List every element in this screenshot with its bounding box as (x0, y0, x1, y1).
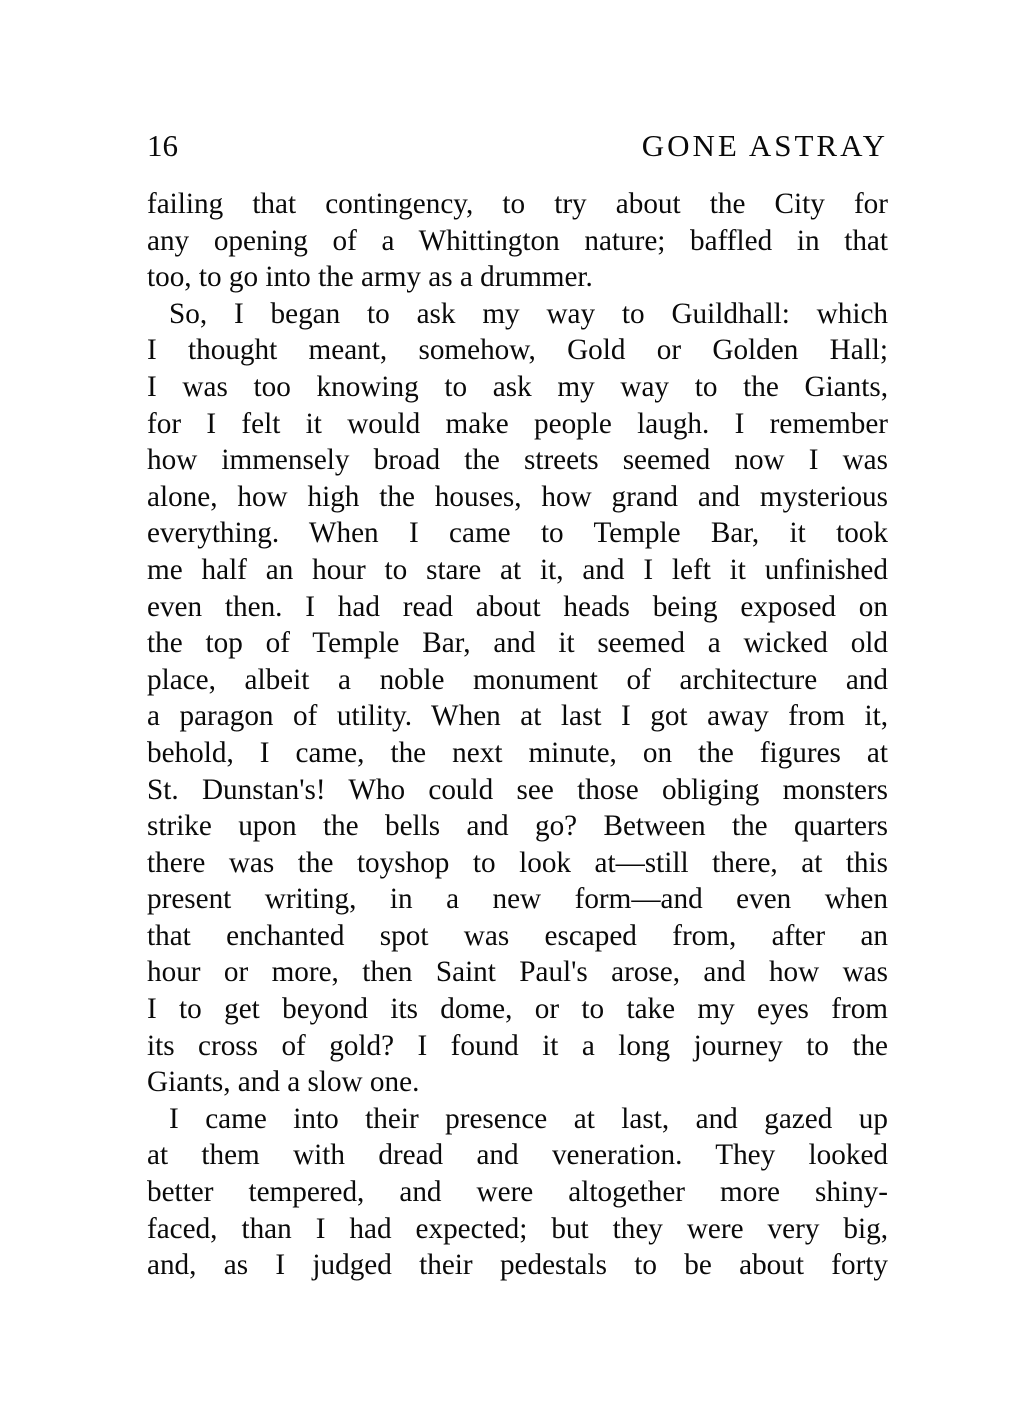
text-line: Giants, and a slow one. (147, 1066, 420, 1099)
text-line: strike upon the bells and go? Between the quarters (147, 810, 888, 843)
running-head (147, 128, 888, 172)
text-line: failing that contingency, to try about the City for (147, 188, 888, 220)
text-line: there was the toyshop to look at—still there, at this (147, 846, 888, 879)
text-line: faced, than I had expected; but they were very big, (147, 1212, 888, 1245)
page-number: 16 (147, 128, 178, 163)
paragraph-3 (147, 1101, 888, 1284)
text-line: the top of Temple Bar, and it seemed a wicked old (147, 627, 888, 660)
text-line: alone, how high the houses, how grand and mysterious (147, 480, 888, 513)
text-line: even then. I had read about heads being exposed on (147, 590, 888, 623)
text-line: place, albeit a noble monument of architecture and (147, 663, 888, 696)
body-text (147, 186, 888, 1284)
running-title: GONE ASTRAY (641, 128, 888, 163)
text-line: I thought meant, somehow, Gold or Golden Hall; (147, 334, 888, 367)
book-page (147, 128, 888, 1284)
text-line: I was too knowing to ask my way to the Giants, (147, 370, 888, 403)
text-line: So, I began to ask my way to Guildhall: which (169, 297, 888, 330)
text-line: me half an hour to stare at it, and I left it unfinished (147, 553, 888, 586)
text-line: at them with dread and veneration. They looked (147, 1139, 888, 1172)
text-line: St. Dunstan's! Who could see those obliging monsters (147, 773, 888, 806)
text-line: behold, I came, the next minute, on the figures at (147, 736, 888, 769)
text-line: everything. When I came to Temple Bar, it took (147, 517, 888, 550)
text-line: I came into their presence at last, and gazed up (169, 1102, 888, 1135)
text-line: present writing, in a new form—and even when (147, 883, 888, 916)
paragraph-2 (147, 296, 888, 1101)
text-line: for I felt it would make people laugh. I remember (147, 407, 888, 440)
paragraph-1 (147, 186, 888, 296)
text-line: too, to go into the army as a drummer. (147, 261, 593, 294)
text-line: hour or more, then Saint Paul's arose, and how was (147, 956, 888, 989)
text-line: I to get beyond its dome, or to take my eyes from (147, 993, 888, 1026)
text-line: any opening of a Whittington nature; baffled in that (147, 224, 888, 257)
text-line: its cross of gold? I found it a long journey to the (147, 1029, 888, 1062)
text-line: a paragon of utility. When at last I got away from it, (147, 700, 888, 733)
text-line: and, as I judged their pedestals to be about forty (147, 1249, 888, 1282)
text-line: better tempered, and were altogether more shiny- (147, 1176, 888, 1209)
text-line: that enchanted spot was escaped from, after an (147, 919, 888, 952)
text-line: how immensely broad the streets seemed now I was (147, 444, 888, 477)
